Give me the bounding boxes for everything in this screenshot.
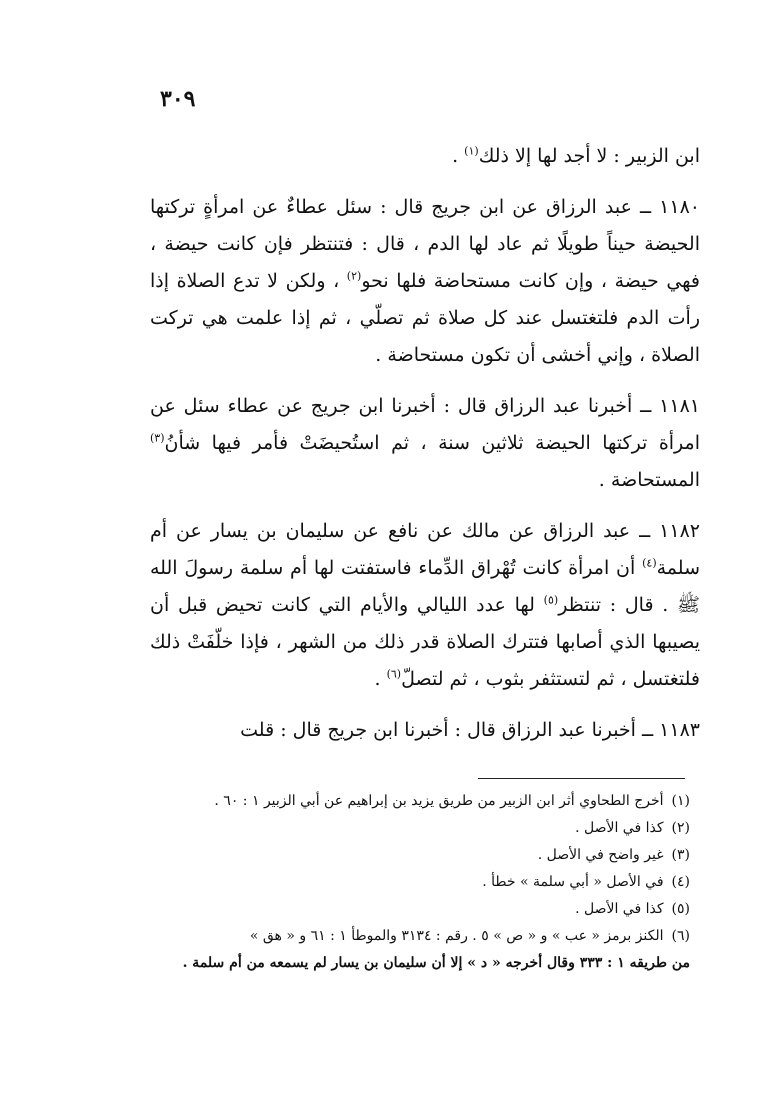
footnote-label: (١) <box>671 793 690 809</box>
footnote-item <box>150 923 690 950</box>
paragraph-1183 <box>150 712 700 749</box>
footnote-label: (٥) <box>671 901 690 917</box>
footnote-continuation: من طريقه ١ : ٣٣٣ وقال أخرجه « د » إلا أن سليمان بن يسار لم يسمعه من أم سلمة . <box>182 955 690 971</box>
footnote-ref: (٦) <box>386 667 402 681</box>
footnote-label: (٤) <box>671 874 690 890</box>
footnote-item <box>150 896 690 923</box>
paragraph-text: ــ عبد الرزاق عن مالك عن نافع عن سليمان بن يسار عن أم سلمة <box>150 520 700 579</box>
paragraph-text: ــ أخبرنا عبد الرزاق قال : أخبرنا ابن جريج عن عطاء سئل عن امرأة تركتها الحيضة ثلاثين سنة ، ثم استُحيضَتْ فأمر فيها شأنُ <box>150 395 700 454</box>
footnote-ref: (٣) <box>150 431 165 445</box>
footnote-ref: (٢) <box>346 269 362 283</box>
footnote-label: (٢) <box>671 820 690 836</box>
paragraph-1181 <box>150 388 700 499</box>
footnote-divider <box>478 778 685 779</box>
footnote-ref: (٤) <box>642 556 657 570</box>
footnote-label: (٦) <box>671 928 690 944</box>
hadith-number: ١١٨٠ <box>659 196 700 218</box>
main-text <box>150 138 700 763</box>
hadith-number: ١١٨٣ <box>659 719 700 741</box>
paragraph-continuation <box>150 138 700 175</box>
footnote-text: أخرج الطحاوي أثر ابن الزبير من طريق يزيد بن إبراهيم عن أبي الزبير ١ : ٦٠ . <box>214 793 664 809</box>
footnote-text: كذا في الأصل . <box>575 820 664 836</box>
hadith-number: ١١٨١ <box>659 395 700 417</box>
paragraph-tail: . <box>374 668 387 690</box>
paragraph-tail: المستحاضة . <box>598 469 700 491</box>
footnote-label: (٣) <box>671 847 690 863</box>
paragraph-text: ــ أخبرنا عبد الرزاق قال : أخبرنا ابن جريج قال : قلت <box>240 719 660 741</box>
footnote-item <box>150 815 690 842</box>
paragraph-text: ابن الزبير : لا أجد لها إلا ذلك <box>478 145 700 167</box>
paragraph-tail: . <box>452 145 465 167</box>
footnote-item <box>150 869 690 896</box>
footnote-text: الكنز برمز « عب » و « ص » ٥ . رقم : ٣١٣٤ والموطأ ١ : ٦١ و « هق » <box>249 928 664 944</box>
paragraph-text: لها عدد الليالي والأيام التي كانت تحيض قبل أن يصيبها الذي أصابها فتترك الصلاة قدر ذلك من الشهر ، فإذا خلّفَتْ ذلك فلتغتسل ، ثم لتستثفر بثوب ، ثم لتصلّ <box>150 594 700 690</box>
footnotes <box>150 788 690 977</box>
footnote-text: في الأصل « أبي سلمة » خطأ . <box>482 874 664 890</box>
page-number: ٣٠٩ <box>160 86 196 112</box>
paragraph-text: أن امرأة كانت تُهْراق الدِّماء فاستفتت لها أم سلمة رسولَ الله ﷺ . قال : تنتظر <box>150 557 700 616</box>
footnote-text: كذا في الأصل . <box>575 901 664 917</box>
footnote-item <box>150 788 690 815</box>
hadith-number: ١١٨٢ <box>659 520 700 542</box>
paragraph-tail: ، ولكن لا تدع الصلاة إذا رأت الدم فلتغتسل عند كل صلاة ثم تصلّي ، ثم إذا علمت هي تركت الصلاة ، وإني أخشى أن تكون مستحاضة . <box>150 270 700 366</box>
footnote-ref: (١) <box>464 144 479 158</box>
footnote-text: غير واضح في الأصل . <box>537 847 664 863</box>
footnote-item <box>150 842 690 869</box>
paragraph-1180 <box>150 189 700 374</box>
paragraph-text: ــ عبد الرزاق عن ابن جريج قال : سئل عطاءٌ عن امرأةٍ تركتها الحيضة حيناً طويلًا ثم عاد لها الدم ، قال : فتنتظر فإن كانت حيضة ، فهي حيضة ، وإن كانت مستحاضة فلها نحو <box>150 196 700 292</box>
paragraph-1182 <box>150 513 700 698</box>
footnote-ref: (٥) <box>543 593 559 607</box>
